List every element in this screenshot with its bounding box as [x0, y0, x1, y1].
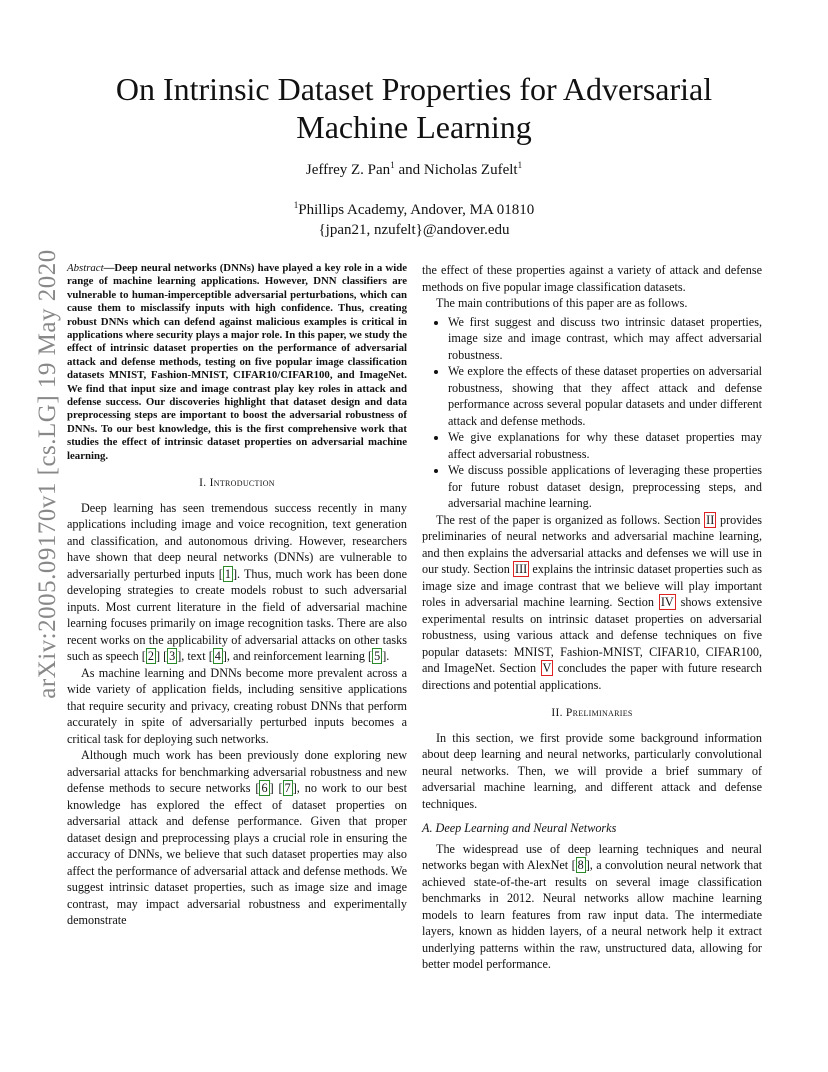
- author-2: Nicholas Zufelt: [423, 162, 518, 178]
- citation-link[interactable]: 1: [224, 566, 231, 581]
- citation-link[interactable]: 6: [261, 781, 268, 796]
- arxiv-sidebar-stamp: [20, 250, 60, 710]
- text-run: Although much work has been previously done exploring new adversarial attacks for benchmarking adversarial robustness and new defense methods to secure networks: [67, 748, 407, 796]
- arxiv-identifier: arXiv:2005.09170v1 [cs.LG] 19 May 2020: [34, 249, 61, 699]
- section-title: Introduction: [209, 477, 275, 490]
- section-link[interactable]: V: [542, 661, 552, 675]
- citation-link[interactable]: 8: [577, 858, 584, 872]
- citation-link[interactable]: 5: [374, 649, 381, 664]
- contributions-list: [422, 314, 762, 512]
- affiliation-emails: {jpan21, nzufelt}@andover.edu: [318, 222, 510, 238]
- section-heading-preliminaries: [422, 705, 762, 722]
- citation-link[interactable]: 2: [147, 649, 154, 664]
- paper-title: On Intrinsic Dataset Properties for Adversarial Machine Learning: [115, 71, 713, 145]
- text-run: shows extensive experimental results on intrinsic dataset properties on adversarial robustness, using various attack and defense techniques on five popular datasets: MNIST, Fashion-MNIST, CIFAR10, CIFAR100, and ImageNet. Section: [422, 595, 762, 675]
- section-number: I.: [199, 477, 210, 490]
- text-run: concludes the paper with future research directions and potential applications.: [422, 661, 762, 692]
- deep-learning-paragraph: The widespread use of deep learning techniques and neural networks began with AlexNet [ 8 ], a convolution neural network that achieved state-of-the-art results on several image classification benchmarks in 2012. Neural networks allow machine learning models to learn features from raw input data. The intermediate layers, known as hidden layers, of a neural network help it extract underlying patterns within the raw, unstructured data, allowing for better model performance.: [422, 841, 762, 971]
- text-run: Deep learning has seen tremendous success recently in many applications including image and voice recognition, text generation and classification, and autonomous driving. However, researchers have shown that deep neural networks (DNNs) are vulnerable to adversarially perturbed inputs: [67, 500, 407, 581]
- abstract: [67, 262, 407, 463]
- intro-paragraph-3-continued: the effect of these properties against a variety of attack and defense methods on five popular image classification datasets.: [422, 263, 762, 294]
- affiliation-block: [0, 195, 828, 240]
- text-run: [274, 781, 279, 795]
- section-link[interactable]: II: [706, 512, 715, 527]
- text-run: , a convolution neural network that achieved state-of-the-art results on several image classification benchmarks in 2012. Neural networks allow machine learning models to learn features from raw input data. The intermediate layers, known as hidden layers, of a neural network help it extract underlying patterns within the raw, unstructured data, allowing for better model performance.: [422, 858, 762, 971]
- text-run: explains the intrinsic dataset properties such as image size and image contrast that we believe will play important roles in adversarial machine learning. Section: [422, 562, 763, 609]
- section-heading-introduction: [67, 475, 407, 492]
- section-title: Preliminaries: [565, 707, 633, 719]
- subsection-heading: A. Deep Learning and Neural Networks: [422, 821, 617, 835]
- left-column: [67, 262, 407, 929]
- citation-link[interactable]: 3: [169, 649, 176, 664]
- section-link[interactable]: III: [515, 562, 528, 576]
- citation-link[interactable]: 7: [284, 781, 291, 796]
- intro-paragraph-1: Deep learning has seen tremendous success recently in many applications including image and voice recognition, text generation and classification, and autonomous driving. However, researchers have shown that deep neural networks (DNNs) are vulnerable to adversarially perturbed inputs [ 1 ]. Thus, much work has been done developing strategies to create models robust to such adversarial inputs. Most current literature in the field of adversarial machine learning focuses primarily on image recognition tasks. There are also recent works on the applicability of adversarial attacks on other tasks such as speech [ 2 ] [ 3 ], text [ 4 ], and reinforcement learning [ 5 ].: [67, 500, 407, 664]
- author-2-affil-mark: 1: [517, 160, 523, 170]
- author-1-affil-mark: 1: [390, 160, 395, 170]
- preliminaries-paragraph-1: In this section, we first provide some background information about deep learning and neural networks, particularly convolutional neural networks. Then, we will provide a brief summary of adversarial machine learning, and different attack and defense techniques.: [422, 730, 762, 811]
- right-column: [422, 262, 762, 973]
- section-link[interactable]: IV: [660, 595, 674, 609]
- list-item: • We first suggest and discuss two intrinsic dataset properties, image size and image contrast, which may affect adversarial robustness.: [448, 314, 762, 364]
- intro-paragraph-2: As machine learning and DNNs become more prevalent across a wide variety of application fields, including sensitive applications that require security and privacy, creating robust DNNs that perform accurately in spite of adversarially perturbed inputs becomes a critical task for deploying such networks.: [67, 665, 407, 746]
- text-run: , no work to our best knowledge has explored the effect of dataset properties on adversarial attack and defense performance. Given that proper dataset design and preprocessing plays a crucial role in ensuring the accuracy of DNNs, we believe that such dataset properties may also affect the performance of adversarial attack and defense methods. We suggest intrinsic dataset properties, such as image size and image contrast, may impact adversarial robustness and experimentally demonstrate: [67, 781, 408, 928]
- affiliation-institution: Phillips Academy, Andover, MA 01810: [298, 202, 535, 218]
- list-item: • We explore the effects of these dataset properties on adversarial robustness, showing that they affect attack and defense performance across several popular datasets and under different attack and defense methods.: [448, 363, 762, 429]
- text-run: , text: [181, 649, 209, 664]
- text-run: The widespread use of deep learning techniques and neural networks began with AlexNet: [422, 841, 762, 872]
- author-line: [0, 160, 828, 179]
- text-run: provides preliminaries of neural networks and adversarial machine learning, and then explains the adversarial attacks and defenses we will use in our study. Section: [422, 512, 762, 576]
- paper-organization-paragraph: [422, 512, 762, 694]
- author-conjunction: and: [398, 162, 421, 178]
- text-run: [160, 649, 163, 663]
- abstract-text: —Deep neural networks (DNNs) have played a key role in a wide range of machine learning applications. However, DNN classifiers are vulnerable to human-imperceptible adversarial perturbations, which can cause them to misclassify inputs with high confidence. Thus, creating robust DNNs which can defend against malicious examples is critical in applications where security plays a major role. In this paper, we study the effect of intrinsic dataset properties on the performance of adversarial attack and defense methods, testing on five popular image classification datasets MNIST, Fashion-MNIST, CIFAR10/CIFAR100, and ImageNet. We find that input size and image contrast play key roles in attack and defense success. Our discoveries highlight that dataset design and data preprocessing steps are important to boost the adversarial robustness of DNNs. To our best knowledge, this is the first comprehensive work that studies the effect of intrinsic dataset properties on adversarial machine learning.: [67, 262, 407, 462]
- section-number: II.: [551, 707, 566, 719]
- text-run: .: [386, 649, 390, 664]
- list-item: • We give explanations for why these dataset properties may affect adversarial robustness.: [448, 429, 762, 462]
- author-1: Jeffrey Z. Pan: [305, 162, 391, 178]
- affiliation-mark: 1: [293, 200, 299, 210]
- text-run: The rest of the paper is organized as follows. Section: [436, 512, 705, 527]
- contributions-intro: The main contributions of this paper are as follows.: [436, 296, 688, 310]
- text-run: . Thus, much work has been done developing strategies to create models robust to such adversarial inputs. Most current literature in the field of adversarial machine learning focuses primarily on image recognition tasks. There are also recent works on the applicability of adversarial attacks on other tasks such as speech: [67, 566, 407, 664]
- text-run: , and reinforcement learning: [226, 649, 369, 664]
- list-item: • We discuss possible applications of leveraging these properties for future robust dataset design, preprocessing steps, and adversarial machine learning.: [448, 462, 762, 512]
- intro-paragraph-3: Although much work has been previously done exploring new adversarial attacks for benchmarking adversarial robustness and new defense methods to secure networks [ 6 ] [ 7 ], no work to our best knowledge has explored the effect of dataset properties on adversarial attack and defense performance. Given that proper dataset design and preprocessing plays a crucial role in ensuring the accuracy of DNNs, we believe that such dataset properties may also affect the performance of adversarial attack and defense methods. We suggest intrinsic dataset properties, such as image size and image contrast, may impact adversarial robustness and experimentally demonstrate: [67, 748, 408, 928]
- citation-link[interactable]: 4: [214, 649, 221, 664]
- abstract-label: Abstract: [67, 262, 104, 274]
